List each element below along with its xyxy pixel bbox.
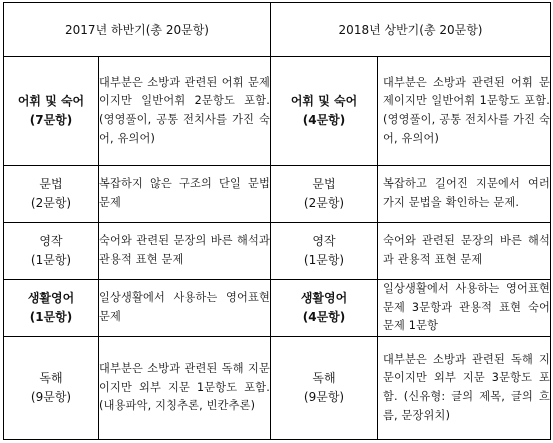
category-count: (4문항) bbox=[302, 113, 346, 127]
left-description-everyday-english: 일상생활에서 사용하는 영어표현 문제 bbox=[99, 280, 271, 337]
category-count: (7문항) bbox=[29, 113, 73, 127]
right-description-grammar: 복잡하고 길어진 지문에서 여러 가지 문법을 확인하는 문제. bbox=[378, 166, 551, 223]
right-description-composition: 숙어와 관련된 문장의 바른 해석과 관용적 표현 문제 bbox=[378, 223, 551, 280]
left-description-reading: 대부분은 소방과 관련된 독해 지문이지만 외부 지문 1문항도 포함. (내용파악, 지칭추론, 빈칸추론) bbox=[99, 337, 271, 440]
category-name: 독해 bbox=[39, 371, 63, 385]
row-vocabulary bbox=[4, 57, 551, 166]
left-description-grammar: 복잡하지 않은 구조의 단일 문법 문제 bbox=[99, 166, 271, 223]
category-name: 생활영어 bbox=[27, 291, 75, 305]
left-category-everyday-english bbox=[4, 280, 99, 337]
row-composition bbox=[4, 223, 551, 280]
category-count: (2문항) bbox=[303, 196, 345, 210]
right-description-reading: 대부분은 소방과 관련된 독해 지문이지만 외부 지문 3문항도 포함. (신유형: 글의 제목, 글의 흐름, 문장위치) bbox=[378, 337, 551, 440]
right-category-vocabulary bbox=[271, 57, 378, 166]
category-count: (1문항) bbox=[303, 253, 345, 267]
row-grammar bbox=[4, 166, 551, 223]
category-name: 영작 bbox=[39, 234, 63, 248]
category-name: 영작 bbox=[312, 234, 336, 248]
header-row bbox=[4, 3, 551, 57]
left-description-composition: 숙어와 관련된 문장의 바른 해석과 관용적 표현 문제 bbox=[99, 223, 271, 280]
right-category-grammar bbox=[271, 166, 378, 223]
right-description-vocabulary: 대부분은 소방과 관련된 어휘 문제이지만 일반어휘 1문항도 포함. (영영풀이, 공통 전치사를 가진 숙어, 유의어) bbox=[378, 57, 551, 166]
left-description-vocabulary: 대부분은 소방과 관련된 어휘 문제이지만 일반어휘 2문항도 포함. (영영풀이, 공통 전치사를 가진 숙어, 유의어) bbox=[99, 57, 271, 166]
category-name: 문법 bbox=[312, 177, 336, 191]
category-count: (1문항) bbox=[30, 253, 72, 267]
row-reading bbox=[4, 337, 551, 440]
right-category-everyday-english bbox=[271, 280, 378, 337]
category-count: (1문항) bbox=[29, 310, 73, 324]
left-category-grammar bbox=[4, 166, 99, 223]
right-category-reading bbox=[271, 337, 378, 440]
category-count: (9문항) bbox=[303, 390, 345, 404]
header-2018-first-half: 2018년 상반기(총 20문항) bbox=[271, 3, 551, 57]
category-count: (2문항) bbox=[30, 196, 72, 210]
comparison-table bbox=[3, 2, 551, 440]
category-name: 어휘 및 숙어 bbox=[290, 94, 358, 108]
right-description-everyday-english: 일상생활에서 사용하는 영어표현 문제 3문항과 관용적 표현 숙어 문제 1문항 bbox=[378, 280, 551, 337]
category-name: 생활영어 bbox=[300, 291, 348, 305]
left-category-vocabulary bbox=[4, 57, 99, 166]
left-category-composition bbox=[4, 223, 99, 280]
category-name: 독해 bbox=[312, 371, 336, 385]
category-count: (9문항) bbox=[30, 390, 72, 404]
category-name: 문법 bbox=[39, 177, 63, 191]
left-category-reading bbox=[4, 337, 99, 440]
header-2017-second-half: 2017년 하반기(총 20문항) bbox=[4, 3, 271, 57]
category-count: (4문항) bbox=[302, 310, 346, 324]
row-everyday-english bbox=[4, 280, 551, 337]
category-name: 어휘 및 숙어 bbox=[17, 94, 85, 108]
right-category-composition bbox=[271, 223, 378, 280]
